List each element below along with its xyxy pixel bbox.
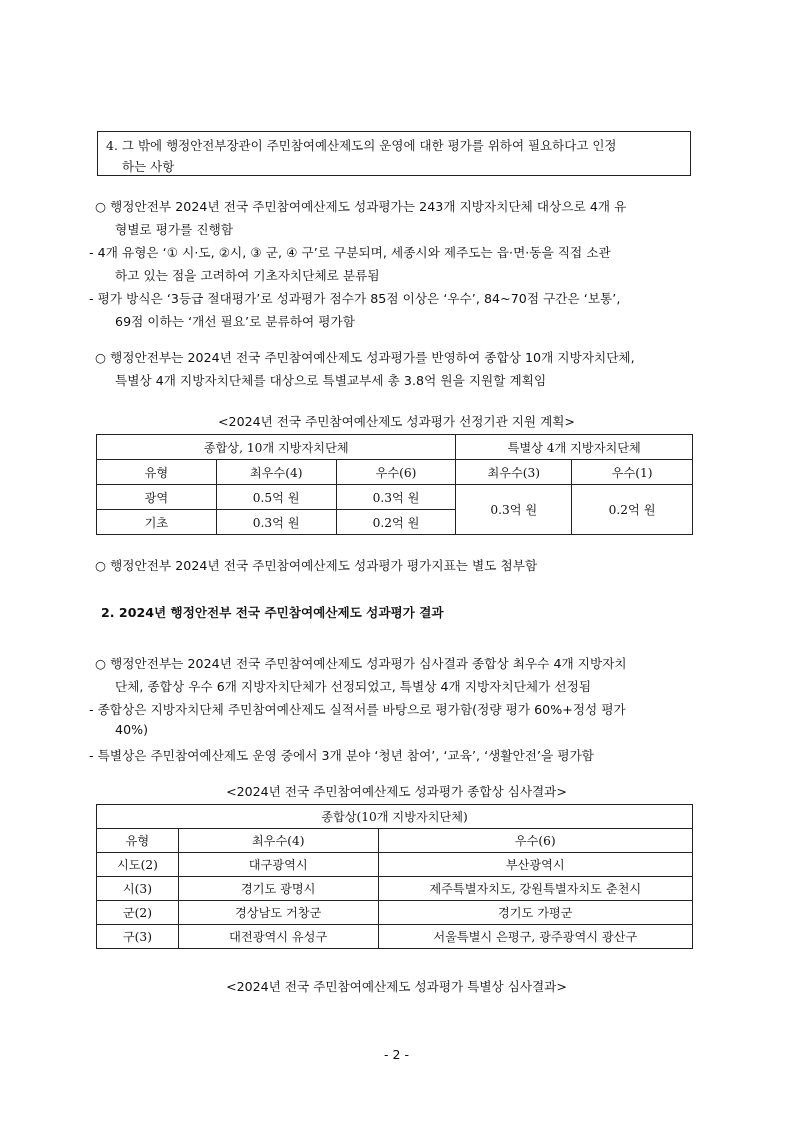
support-plan-table [96,434,693,535]
row-type: 군(2) [97,901,179,925]
row-type: 구(3) [97,925,179,949]
row-best: 대구광역시 [178,853,378,877]
para1-line4: 하고 있는 점을 고려하여 기초자치단체로 분류됨 [115,268,380,283]
para4-line5: - 특별상은 주민참여예산제도 운영 중에서 3개 분야 ‘청년 참여’, ‘교육’, ‘생활안전’을 평가함 [89,748,594,763]
results-col-type: 유형 [97,829,179,853]
para4-line4: 40%) [115,722,149,737]
row-good: 제주특별자치도, 강원특별자치도 춘천시 [378,877,692,901]
para2-line1: ○ 행정안전부는 2024년 전국 주민참여예산제도 성과평가를 반영하여 종합상 10개 지방자치단체, [95,350,635,365]
results-table-title: 종합상(10개 지방자치단체) [97,805,693,829]
para3: ○ 행정안전부 2024년 전국 주민참여예산제도 성과평가 평가지표는 별도 첨부함 [95,558,538,573]
row-type: 시(3) [97,877,179,901]
row-type: 시도(2) [97,853,179,877]
row-good: 부산광역시 [378,853,692,877]
general-award-results-table [96,804,693,949]
para4-line1: ○ 행정안전부는 2024년 전국 주민참여예산제도 성과평가 심사결과 종합상 최우수 4개 지방자치 [95,656,627,671]
col-best-header: 최우수(4) [216,460,336,485]
row-metro-good: 0.3억 원 [336,485,456,510]
row-metro-best: 0.5억 원 [216,485,336,510]
row-metro-type: 광역 [97,485,217,510]
para4-line3: - 종합상은 지방자치단체 주민참여예산제도 실적서를 바탕으로 평가함(정량 평가 60%+정성 평가 [89,702,626,717]
table2-caption: <2024년 전국 주민참여예산제도 성과평가 종합상 심사결과> [226,784,567,799]
general-award-group-header: 종합상, 10개 지방자치단체 [97,435,456,460]
row-good: 서울특별시 은평구, 광주광역시 광산구 [378,925,692,949]
results-col-best: 최우수(4) [178,829,378,853]
results-col-good: 우수(6) [378,829,692,853]
row-best: 경기도 광명시 [178,877,378,901]
special-good-amount: 0.2억 원 [572,485,693,535]
table1-caption: <2024년 전국 주민참여예산제도 성과평가 선정기관 지원 계획> [218,414,575,429]
boxed-note-line2: 하는 사항 [122,159,175,174]
col-type-header: 유형 [97,460,217,485]
para4-line2: 단체, 종합상 우수 6개 지방자치단체가 선정되었고, 특별상 4개 지방자치단체가 선정됨 [115,679,592,694]
row-basic-good: 0.2억 원 [336,510,456,535]
row-basic-type: 기초 [97,510,217,535]
table-row [97,853,693,877]
para1-line6: 69점 이하는 ‘개선 필요’로 분류하여 평가함 [115,314,355,329]
row-best: 대전광역시 유성구 [178,925,378,949]
special-best-amount: 0.3억 원 [456,485,572,535]
boxed-note-line1: 4. 그 밖에 행정안전부장관이 주민참여예산제도의 운영에 대한 평가를 위하여 필요하다고 인정 [106,138,617,153]
row-basic-best: 0.3억 원 [216,510,336,535]
para2-line2: 특별상 4개 지방자치단체를 대상으로 특별교부세 총 3.8억 원을 지원할 계획임 [115,373,547,388]
col-special-good-header: 우수(1) [572,460,693,485]
row-best: 경상남도 거창군 [178,901,378,925]
special-award-group-header: 특별상 4개 지방자치단체 [456,435,693,460]
para1-line5: - 평가 방식은 ‘3등급 절대평가’로 성과평가 점수가 85점 이상은 ‘우수’, 84~70점 구간은 ‘보통’, [89,291,621,306]
para1-line3: - 4개 유형은 ‘① 시·도, ②시, ③ 군, ④ 구’로 구분되며, 세종시와 제주도는 읍·면·동을 직접 소관 [89,245,611,260]
table3-caption: <2024년 전국 주민참여예산제도 성과평가 특별상 심사결과> [226,979,567,994]
boxed-note [97,131,691,176]
table-row [97,925,693,949]
col-special-best-header: 최우수(3) [456,460,572,485]
col-good-header: 우수(6) [336,460,456,485]
para1-line1: ○ 행정안전부 2024년 전국 주민참여예산제도 성과평가는 243개 지방자치단체 대상으로 4개 유 [95,199,627,214]
page-number: - 2 - [384,1047,409,1062]
table-row [97,901,693,925]
para1-line2: 형별로 평가를 진행함 [115,222,234,237]
section2-heading: 2. 2024년 행정안전부 전국 주민참여예산제도 성과평가 결과 [101,605,444,620]
row-good: 경기도 가평군 [378,901,692,925]
table-row [97,877,693,901]
